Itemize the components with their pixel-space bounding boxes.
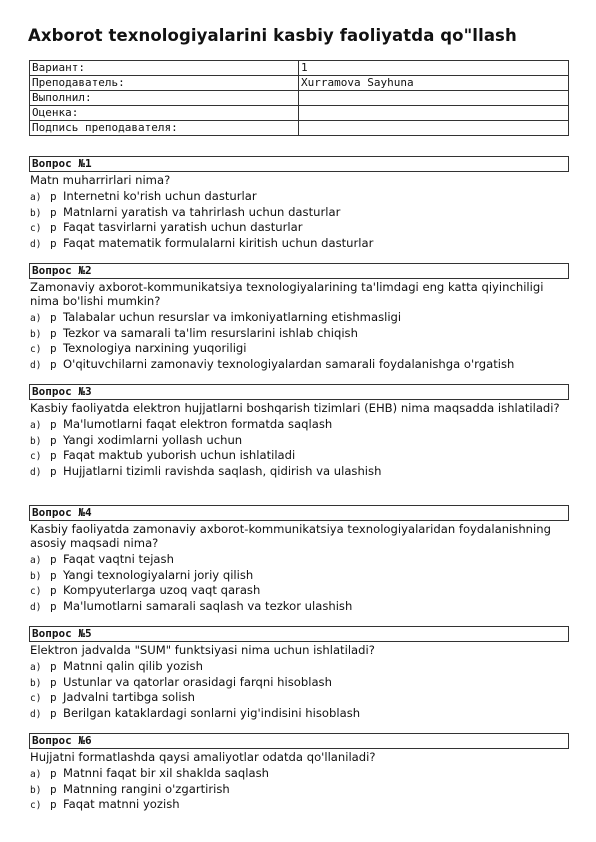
info-label: Оценка: [30,106,299,121]
option-letter: a) [30,192,42,203]
option-item[interactable] [29,340,569,356]
option-text: Faqat maktub yuborish uchun ishlatiladi [63,448,296,462]
option-marker: p [50,660,57,673]
question-block [29,626,569,720]
option-letter: c) [30,223,42,234]
option-item[interactable] [29,432,569,448]
option-item[interactable] [29,309,569,325]
option-marker: p [50,691,57,704]
option-item[interactable] [29,781,569,797]
info-row [30,91,569,106]
option-text: Texnologiya narxining yuqoriligi [63,341,247,355]
option-text: Faqat vaqtni tejash [63,552,174,566]
option-letter: d) [30,359,42,371]
option-marker: p [50,767,57,780]
option-list [29,658,569,720]
option-marker: p [50,433,57,447]
question-text: Hujjatni formatlashda qaysi amaliyotlar odatda qo'llaniladi? [30,750,376,764]
option-text: Kompyuterlarga uzoq vaqt qarash [63,583,261,597]
info-row [30,121,569,136]
option-text: Matnning rangini o'zgartirish [63,781,230,796]
option-marker: p [50,449,57,462]
option-list [29,551,569,613]
option-list [29,416,569,478]
option-text: O'qituvchilarni zamonaviy texnologiyalardan samarali foydalanishga o'rgatish [63,356,515,371]
info-row [30,76,569,91]
document-title: Axborot texnologiyalarini kasbiy faoliyatda qo"llash [28,26,517,45]
info-row [30,106,569,121]
info-table [29,60,569,136]
question-block [29,505,569,613]
option-marker: p [50,357,57,371]
info-label: Преподаватель: [30,76,299,91]
info-label: Подпись преподавателя: [30,121,299,136]
option-letter: c) [30,586,42,597]
option-letter: b) [30,677,42,689]
option-text: Jadvalni tartibga solish [63,690,195,704]
option-text: Internetni ko'rish uchun dasturlar [63,189,257,203]
option-letter: a) [30,769,42,780]
question-text: Zamonaviy axborot-kommunikatsiya texnologiyalarining ta'limdagi eng katta qiyinchiligi nima bo'lishi mumkin? [30,280,544,308]
option-text: Talabalar uchun resurslar va imkoniyatlarning etishmasligi [63,310,402,324]
option-item[interactable] [29,567,569,583]
question-block [29,733,569,812]
option-letter: c) [30,800,42,811]
option-marker: p [50,311,57,324]
option-item[interactable] [29,674,569,690]
info-label: Выполнил: [30,91,299,106]
question-text: Kasbiy faoliyatda zamonaviy axborot-kommunikatsiya texnologiyalaridan foydalanishning asosiy maqsadi nima? [30,522,551,550]
option-text: Tezkor va samarali ta'lim resurslarini ishlab chiqish [63,325,358,340]
option-marker: p [50,553,57,566]
question-header: Вопрос №6 [29,733,569,749]
question-text: Elektron jadvalda "SUM" funktsiyasi nima uchun ishlatiladi? [30,643,375,657]
option-text: Ustunlar va qatorlar orasidagi farqni hisoblash [63,674,332,689]
option-text: Faqat matematik formulalarni kiritish uchun dasturlar [63,235,374,250]
option-letter: b) [30,570,42,582]
option-marker: p [50,236,57,250]
info-value [299,121,569,136]
question-text: Matn muharrirlari nima? [30,173,171,187]
option-item[interactable] [29,235,569,251]
option-letter: b) [30,207,42,219]
option-marker: p [50,798,57,811]
option-marker: p [50,782,57,796]
option-letter: d) [30,708,42,720]
option-text: Matnni faqat bir xil shaklda saqlash [63,766,269,780]
option-text: Berilgan kataklardagi sonlarni yig'indisini hisoblash [63,705,361,720]
option-item[interactable] [29,416,569,432]
option-letter: a) [30,313,42,324]
option-letter: b) [30,784,42,796]
option-marker: p [50,205,57,219]
info-value: 1 [299,61,569,76]
option-item[interactable] [29,796,569,812]
option-marker: p [50,326,57,340]
option-marker: p [50,464,57,478]
option-marker: p [50,418,57,431]
option-text: Faqat tasvirlarni yaratish uchun dasturlar [63,220,303,234]
option-marker: p [50,221,57,234]
option-letter: d) [30,238,42,250]
option-list [29,309,569,371]
info-row [30,61,569,76]
option-item[interactable] [29,765,569,781]
option-item[interactable] [29,188,569,204]
option-text: Ma'lumotlarni faqat elektron formatda saqlash [63,417,333,431]
option-item[interactable] [29,204,569,220]
option-text: Ma'lumotlarni samarali saqlash va tezkor ulashish [63,598,353,613]
option-marker: p [50,706,57,720]
option-list [29,765,569,812]
option-item[interactable] [29,463,569,479]
question-header: Вопрос №5 [29,626,569,642]
option-letter: c) [30,344,42,355]
option-marker: p [50,584,57,597]
option-letter: a) [30,662,42,673]
option-item[interactable] [29,219,569,235]
option-text: Yangi texnologiyalarni joriy qilish [63,567,254,582]
option-letter: c) [30,693,42,704]
option-item[interactable] [29,598,569,614]
option-letter: a) [30,420,42,431]
question-text: Kasbiy faoliyatda elektron hujjatlarni boshqarish tizimlari (EHB) nima maqsadda ishlatiladi? [30,401,560,415]
option-text: Matnlarni yaratish va tahrirlash uchun dasturlar [63,204,341,219]
info-value [299,91,569,106]
option-item[interactable] [29,447,569,463]
question-block [29,384,569,478]
option-text: Hujjatlarni tizimli ravishda saqlash, qidirish va ulashish [63,463,382,478]
option-item[interactable] [29,325,569,341]
option-item[interactable] [29,658,569,674]
question-header: Вопрос №3 [29,384,569,400]
question-header: Вопрос №1 [29,156,569,172]
option-letter: d) [30,601,42,613]
option-text: Faqat matnni yozish [63,797,180,811]
option-item[interactable] [29,551,569,567]
option-item[interactable] [29,689,569,705]
option-item[interactable] [29,356,569,372]
option-text: Matnni qalin qilib yozish [63,659,203,673]
option-marker: p [50,190,57,203]
option-letter: a) [30,555,42,566]
question-block [29,263,569,371]
option-list [29,188,569,250]
option-marker: p [50,568,57,582]
option-text: Yangi xodimlarni yollash uchun [63,432,243,447]
info-value: Xurramova Sayhuna [299,76,569,91]
option-item[interactable] [29,705,569,721]
option-marker: p [50,599,57,613]
option-letter: b) [30,328,42,340]
option-letter: b) [30,435,42,447]
option-letter: d) [30,466,42,478]
option-marker: p [50,342,57,355]
question-header: Вопрос №4 [29,505,569,521]
option-item[interactable] [29,582,569,598]
info-value [299,106,569,121]
info-label: Вариант: [30,61,299,76]
option-letter: c) [30,451,42,462]
question-block [29,156,569,250]
option-marker: p [50,675,57,689]
question-header: Вопрос №2 [29,263,569,279]
